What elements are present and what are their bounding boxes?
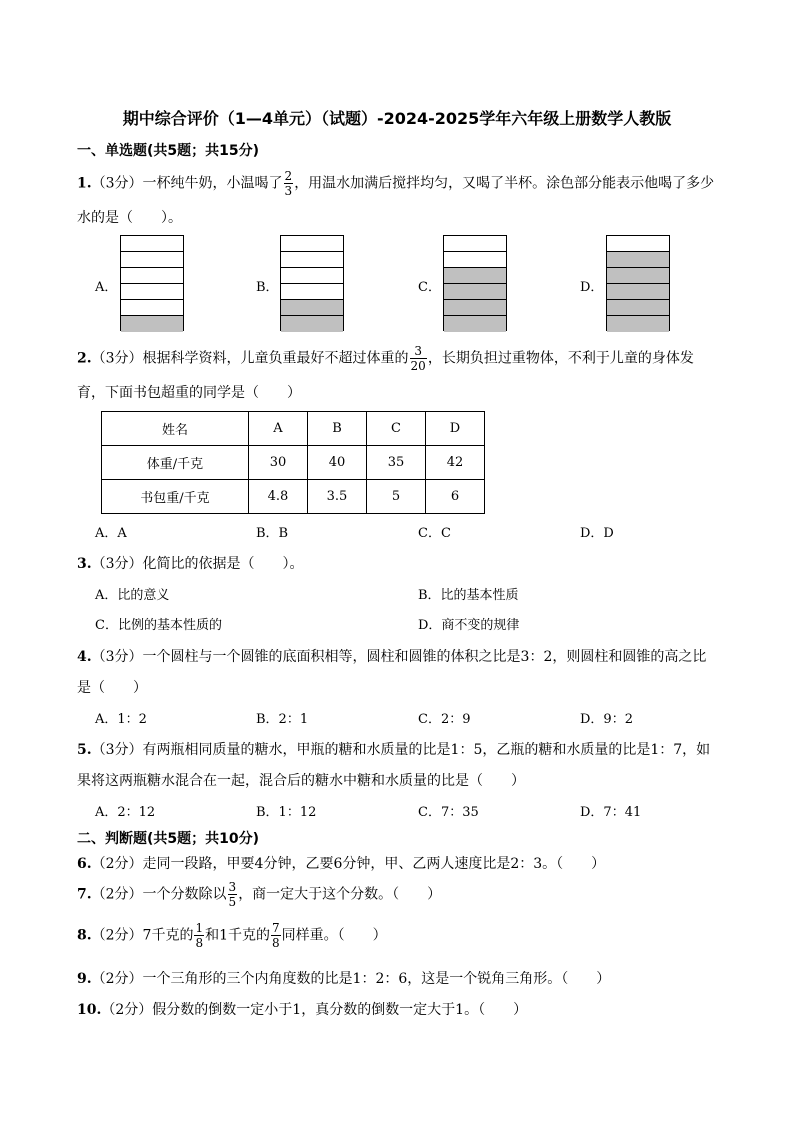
option-a: A．A — [95, 526, 127, 541]
question-1-line-2: 水的是（ ）。 — [77, 210, 182, 226]
question-2-line-2: 育，下面书包超重的同学是（ ） — [77, 385, 301, 401]
cup-diagram-a — [120, 235, 184, 331]
table-cell: 5 — [367, 480, 426, 514]
fraction — [410, 345, 427, 372]
fraction-numerator: 7 — [272, 921, 280, 935]
fraction — [271, 922, 281, 949]
option-b: B．比的基本性质 — [418, 588, 519, 603]
table-cell: C — [367, 412, 426, 446]
cup-segment-shaded — [444, 268, 506, 284]
table-row — [102, 480, 485, 514]
fraction-denominator: 20 — [410, 359, 426, 373]
fraction-denominator: 8 — [195, 936, 204, 950]
question-number: 3. — [77, 556, 92, 572]
option-b: B．1：12 — [256, 805, 317, 820]
section-heading-single-choice: 一、单选题(共5题；共15分) — [77, 143, 260, 159]
fraction-numerator: 3 — [410, 345, 427, 359]
cup-segment-empty — [444, 252, 506, 268]
question-score: （2分） — [91, 886, 143, 903]
cup-diagram-b — [280, 235, 344, 331]
question-score: （3分） — [91, 175, 143, 192]
table-cell: 书包重/千克 — [102, 480, 249, 514]
question-score: （2分） — [91, 927, 143, 944]
question-score: （3分） — [91, 556, 143, 572]
question-1-line-1 — [77, 170, 714, 197]
cup-segment-shaded — [607, 300, 669, 316]
question-text: 根据科学资料，儿童负重最好不超过体重的 — [142, 350, 409, 367]
cup-segment-empty — [444, 236, 506, 252]
question-score: （2分） — [91, 856, 143, 872]
cup-segment-shaded — [444, 284, 506, 300]
question-text: 7千克的 — [142, 927, 194, 944]
question-score: （2分） — [101, 1002, 153, 1018]
question-text: 走同一段路，甲要4分钟，乙要6分钟，甲、乙两人速度比是2：3。（ ） — [142, 856, 606, 872]
cup-diagram-d — [606, 235, 670, 331]
question-text: ，商一定大于这个分数。（ ） — [238, 886, 442, 903]
table-row — [102, 412, 485, 446]
cup-segment-empty — [121, 236, 183, 252]
option-c: C．C — [418, 526, 451, 541]
question-10 — [77, 999, 527, 1019]
question-score: （3分） — [91, 649, 143, 665]
option-label-d: D． — [580, 280, 604, 295]
question-text: 假分数的倒数一定小于1，真分数的倒数一定大于1。（ ） — [152, 1002, 528, 1018]
cup-segment-empty — [281, 284, 343, 300]
question-number: 8. — [77, 927, 92, 944]
table-row — [102, 446, 485, 480]
cup-segment-empty — [281, 236, 343, 252]
cup-segment-shaded — [607, 268, 669, 284]
table-cell: 40 — [308, 446, 367, 480]
option-a: A．2：12 — [95, 805, 156, 820]
cup-segment-empty — [121, 268, 183, 284]
fraction — [228, 881, 238, 908]
question-text: ，用温水加满后搅拌均匀，又喝了半杯。涂色部分能表示他喝了多少 — [294, 175, 715, 192]
fraction-numerator: 2 — [284, 169, 293, 183]
cup-segment-shaded — [281, 300, 343, 316]
cup-segment-shaded — [444, 316, 506, 332]
fraction-numerator: 1 — [195, 921, 204, 935]
cup-segment-shaded — [281, 316, 343, 332]
cup-segment-empty — [121, 284, 183, 300]
cup-segment-empty — [281, 268, 343, 284]
option-c: C．比例的基本性质的 — [95, 618, 222, 633]
question-number: 2. — [77, 350, 92, 367]
table-cell: 42 — [426, 446, 485, 480]
weight-table — [101, 411, 485, 514]
question-score: （2分） — [91, 971, 143, 987]
table-cell: A — [249, 412, 308, 446]
table-cell: 6 — [426, 480, 485, 514]
question-number: 5. — [77, 742, 92, 758]
question-text: 有两瓶相同质量的糖水，甲瓶的糖和水质量的比是1：5，乙瓶的糖和水质量的比是1：7，如 — [142, 742, 711, 758]
table-cell: B — [308, 412, 367, 446]
cup-segment-empty — [281, 252, 343, 268]
option-d: D．7：41 — [580, 805, 642, 820]
question-number: 1. — [77, 175, 92, 192]
question-text: 一杯纯牛奶，小温喝了 — [142, 175, 283, 192]
option-b: B．B — [256, 526, 289, 541]
option-a: A．比的意义 — [95, 588, 170, 603]
cup-diagram-c — [443, 235, 507, 331]
question-number: 6. — [77, 856, 92, 872]
page-title: 期中综合评价（1—4单元）（试题）-2024-2025学年六年级上册数学人教版 — [122, 109, 672, 128]
option-c: C．7：35 — [418, 805, 479, 820]
question-7 — [77, 881, 441, 908]
table-cell: D — [426, 412, 485, 446]
table-cell: 30 — [249, 446, 308, 480]
question-number: 9. — [77, 971, 92, 987]
question-text: 化简比的依据是（ ）。 — [142, 556, 304, 572]
option-label-b: B． — [256, 280, 279, 295]
table-cell: 体重/千克 — [102, 446, 249, 480]
cup-segment-shaded — [607, 284, 669, 300]
question-text: 一个圆柱与一个圆锥的底面积相等，圆柱和圆锥的体积之比是3：2，则圆柱和圆锥的高之比 — [142, 649, 707, 665]
option-c: C．2：9 — [418, 712, 471, 727]
section-heading-true-false: 二、判断题(共5题；共10分) — [77, 831, 260, 847]
question-text: 一个分数除以 — [142, 886, 227, 903]
question-text: 一个三角形的三个内角度数的比是1：2：6，这是一个锐角三角形。（ ） — [142, 971, 611, 987]
option-b: B．2：1 — [256, 712, 309, 727]
option-a: A．1：2 — [95, 712, 147, 727]
fraction-denominator: 5 — [228, 895, 237, 909]
option-label-c: C． — [418, 280, 441, 295]
cup-segment-empty — [121, 252, 183, 268]
table-cell: 3.5 — [308, 480, 367, 514]
question-score: （3分） — [91, 350, 143, 367]
table-cell: 35 — [367, 446, 426, 480]
question-score: （3分） — [91, 742, 143, 758]
question-number: 7. — [77, 886, 92, 903]
question-4-line-1 — [77, 646, 706, 666]
table-cell: 4.8 — [249, 480, 308, 514]
question-8 — [77, 922, 387, 949]
question-5-line-2: 果将这两瓶糖水混合在一起，混合后的糖水中糖和水质量的比是（ ） — [77, 773, 525, 789]
question-number: 10. — [77, 1002, 102, 1018]
option-d: D．商不变的规律 — [418, 618, 520, 633]
fraction — [194, 922, 204, 949]
fraction — [284, 170, 294, 197]
fraction-numerator: 3 — [228, 880, 237, 894]
option-d: D．D — [580, 526, 614, 541]
cup-segment-shaded — [607, 252, 669, 268]
question-2-line-1 — [77, 345, 694, 372]
question-5-line-1 — [77, 739, 710, 759]
table-cell: 姓名 — [102, 412, 249, 446]
question-number: 4. — [77, 649, 92, 665]
cup-segment-shaded — [121, 316, 183, 332]
cup-segment-empty — [607, 236, 669, 252]
cup-segment-shaded — [444, 300, 506, 316]
question-4-line-2: 是（ ） — [77, 680, 147, 696]
option-d: D．9：2 — [580, 712, 633, 727]
fraction-denominator: 3 — [284, 184, 293, 198]
question-3 — [77, 553, 304, 573]
question-text: 同样重。（ ） — [281, 927, 387, 944]
fraction-denominator: 8 — [272, 936, 280, 950]
question-9 — [77, 968, 610, 988]
cup-segment-shaded — [607, 316, 669, 332]
question-text: ，长期负担过重物体，不利于儿童的身体发 — [427, 350, 694, 367]
option-label-a: A． — [95, 280, 118, 295]
cup-segment-empty — [121, 300, 183, 316]
question-text: 和1千克的 — [205, 927, 271, 944]
question-6 — [77, 853, 605, 873]
